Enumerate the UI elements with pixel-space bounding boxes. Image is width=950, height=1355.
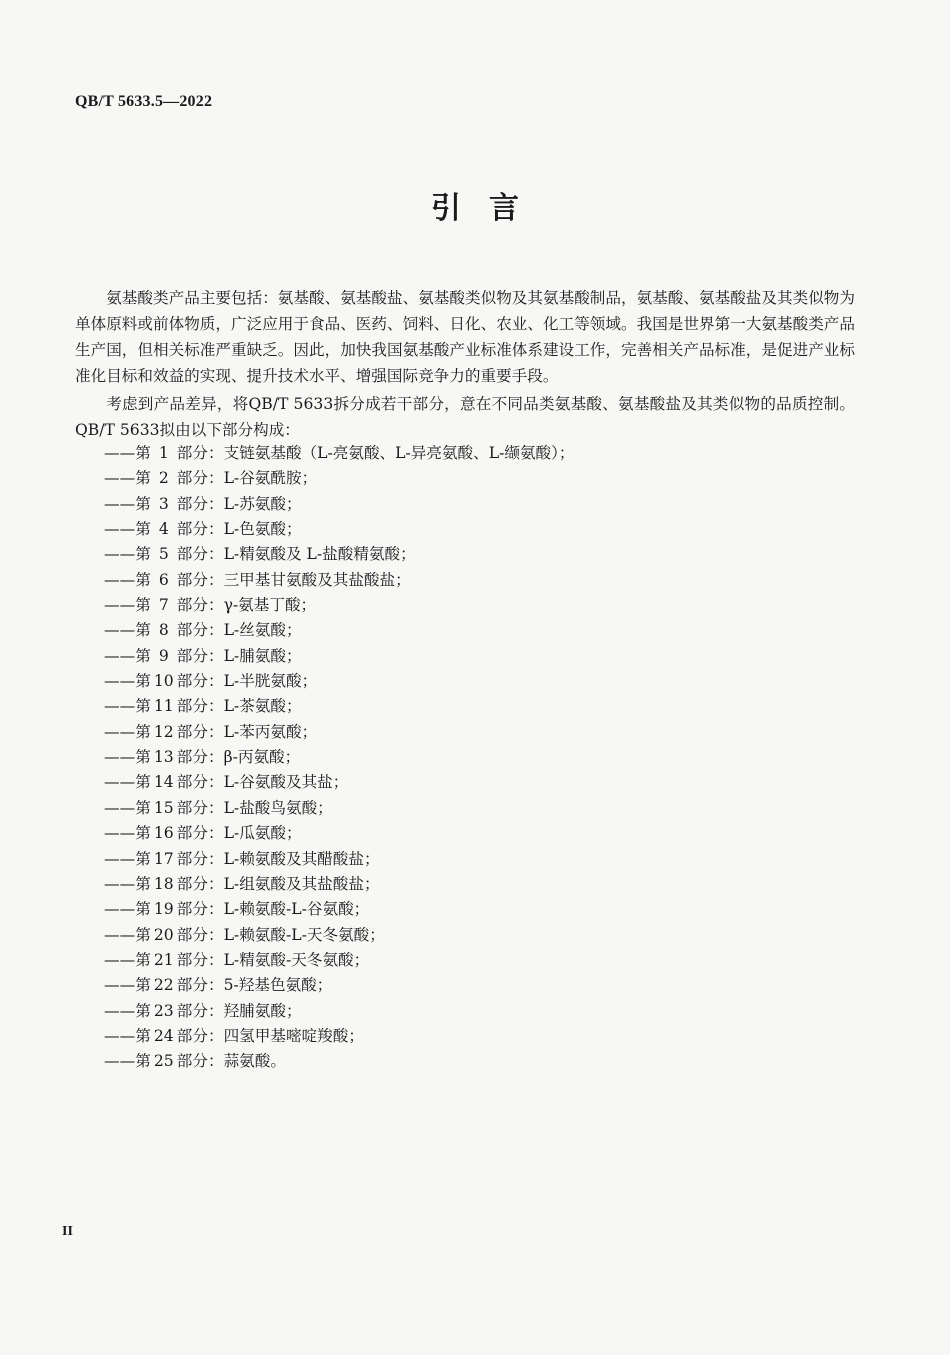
part-title: 部分：L-丝氨酸； xyxy=(176,621,302,640)
part-prefix: ——第 xyxy=(104,545,151,564)
page-number: II xyxy=(62,1224,73,1239)
part-item xyxy=(104,948,575,973)
part-prefix: ——第 xyxy=(104,798,151,817)
part-item xyxy=(104,542,575,567)
part-prefix: ——第 xyxy=(104,849,151,868)
part-prefix: ——第 xyxy=(104,722,151,741)
part-item xyxy=(104,999,575,1024)
part-item xyxy=(104,796,575,821)
part-number: 10 xyxy=(153,672,174,691)
part-number: 9 xyxy=(158,646,169,665)
part-prefix: ——第 xyxy=(104,874,151,893)
part-prefix: ——第 xyxy=(104,925,151,944)
part-item xyxy=(104,568,575,593)
part-number: 6 xyxy=(158,570,169,589)
part-number: 11 xyxy=(153,697,174,716)
part-number: 16 xyxy=(153,824,174,843)
part-item xyxy=(104,669,575,694)
part-title: 部分：L-谷氨酸及其盐； xyxy=(176,773,349,792)
part-item xyxy=(104,1049,575,1074)
part-item xyxy=(104,694,575,719)
part-title: 部分：γ-氨基丁酸； xyxy=(176,596,317,615)
part-prefix: ——第 xyxy=(104,1052,151,1071)
part-number: 20 xyxy=(153,925,174,944)
part-item xyxy=(104,644,575,669)
part-number: 25 xyxy=(153,1052,174,1071)
part-item xyxy=(104,973,575,998)
part-item xyxy=(104,441,575,466)
part-prefix: ——第 xyxy=(104,824,151,843)
part-title: 部分：L-苏氨酸； xyxy=(176,494,302,513)
part-number: 13 xyxy=(153,748,174,767)
part-prefix: ——第 xyxy=(104,950,151,969)
part-title: 部分：羟脯氨酸； xyxy=(176,1001,302,1020)
part-item xyxy=(104,720,575,745)
part-title: 部分：蒜氨酸。 xyxy=(176,1052,286,1071)
part-item xyxy=(104,770,575,795)
part-item xyxy=(104,618,575,643)
part-prefix: ——第 xyxy=(104,570,151,589)
part-item xyxy=(104,1024,575,1049)
part-number: 18 xyxy=(153,874,174,893)
part-title: 部分：5-羟基色氨酸； xyxy=(176,976,333,995)
part-number: 2 xyxy=(158,469,169,488)
part-title: 部分：L-精氨酸及 L-盐酸精氨酸； xyxy=(176,545,416,564)
part-title: 部分：L-瓜氨酸； xyxy=(176,824,302,843)
part-number: 17 xyxy=(153,849,174,868)
part-title: 部分：L-盐酸鸟氨酸； xyxy=(176,798,333,817)
part-number: 3 xyxy=(158,494,169,513)
part-prefix: ——第 xyxy=(104,976,151,995)
part-prefix: ——第 xyxy=(104,444,151,462)
part-number: 23 xyxy=(153,1001,174,1020)
part-item xyxy=(104,897,575,922)
part-prefix: ——第 xyxy=(104,646,151,665)
standard-code: QB/T 5633.5—2022 xyxy=(75,93,213,110)
part-title: 部分：L-赖氨酸-L-谷氨酸； xyxy=(176,900,370,919)
part-number: 8 xyxy=(158,621,169,640)
part-title: 部分：支链氨基酸（L-亮氨酸、L-异亮氨酸、L-缬氨酸）； xyxy=(176,444,575,462)
part-prefix: ——第 xyxy=(104,494,151,513)
part-item xyxy=(104,745,575,770)
part-number: 24 xyxy=(153,1026,174,1045)
part-number: 5 xyxy=(158,545,169,564)
part-prefix: ——第 xyxy=(104,1001,151,1020)
part-title: 部分：L-半胱氨酸； xyxy=(176,672,318,691)
part-item xyxy=(104,821,575,846)
part-prefix: ——第 xyxy=(104,697,151,716)
part-prefix: ——第 xyxy=(104,520,151,539)
part-title: 部分：四氢甲基嘧啶羧酸； xyxy=(176,1026,364,1045)
part-title: 部分：L-赖氨酸及其醋酸盐； xyxy=(176,849,380,868)
parts-list xyxy=(104,441,575,1075)
part-item xyxy=(104,466,575,491)
part-title: 部分：β-丙氨酸； xyxy=(176,748,301,767)
part-title: 部分：L-茶氨酸； xyxy=(176,697,302,716)
intro-paragraph-2: 考虑到产品差异，将QB/T 5633拆分成若干部分，意在不同品类氨基酸、氨基酸盐及其类似物的品质控制。QB/T 5633拟由以下部分构成： xyxy=(75,395,855,439)
part-prefix: ——第 xyxy=(104,748,151,767)
part-prefix: ——第 xyxy=(104,773,151,792)
intro-paragraph-1: 氨基酸类产品主要包括：氨基酸、氨基酸盐、氨基酸类似物及其氨基酸制品，氨基酸、氨基酸盐及其类似物为单体原料或前体物质，广泛应用于食品、医药、饲料、日化、农业、化工等领域。我国是世界第一大氨基酸类产品生产国，但相关标准严重缺乏。因此，加快我国氨基酸产业标准体系建设工作，完善相关产品标准，是促进产业标准化目标和效益的实现、提升技术水平、增强国际竞争力的重要手段。 xyxy=(75,289,855,385)
part-prefix: ——第 xyxy=(104,621,151,640)
part-number: 4 xyxy=(158,520,169,539)
part-title: 部分：L-赖氨酸-L-天冬氨酸； xyxy=(176,925,385,944)
part-prefix: ——第 xyxy=(104,596,151,615)
part-number: 12 xyxy=(153,722,174,741)
part-prefix: ——第 xyxy=(104,900,151,919)
part-title: 部分：L-谷氨酰胺； xyxy=(176,469,318,488)
part-number: 19 xyxy=(153,900,174,919)
part-prefix: ——第 xyxy=(104,672,151,691)
part-number: 1 xyxy=(158,444,169,462)
part-item xyxy=(104,517,575,542)
part-number: 7 xyxy=(158,596,169,615)
part-title: 部分：L-色氨酸； xyxy=(176,520,302,539)
page-title: 引言 xyxy=(431,191,547,226)
part-number: 14 xyxy=(153,773,174,792)
part-prefix: ——第 xyxy=(104,469,151,488)
part-number: 15 xyxy=(153,798,174,817)
part-item xyxy=(104,593,575,618)
part-number: 21 xyxy=(153,950,174,969)
part-number: 22 xyxy=(153,976,174,995)
part-title: 部分：L-组氨酸及其盐酸盐； xyxy=(176,874,380,893)
part-prefix: ——第 xyxy=(104,1026,151,1045)
part-title: 部分：L-苯丙氨酸； xyxy=(176,722,318,741)
part-item xyxy=(104,923,575,948)
part-title: 部分：L-精氨酸-天冬氨酸； xyxy=(176,950,370,969)
part-item xyxy=(104,872,575,897)
part-item xyxy=(104,847,575,872)
part-item xyxy=(104,492,575,517)
part-title: 部分：三甲基甘氨酸及其盐酸盐； xyxy=(176,570,411,589)
part-title: 部分：L-脯氨酸； xyxy=(176,646,302,665)
